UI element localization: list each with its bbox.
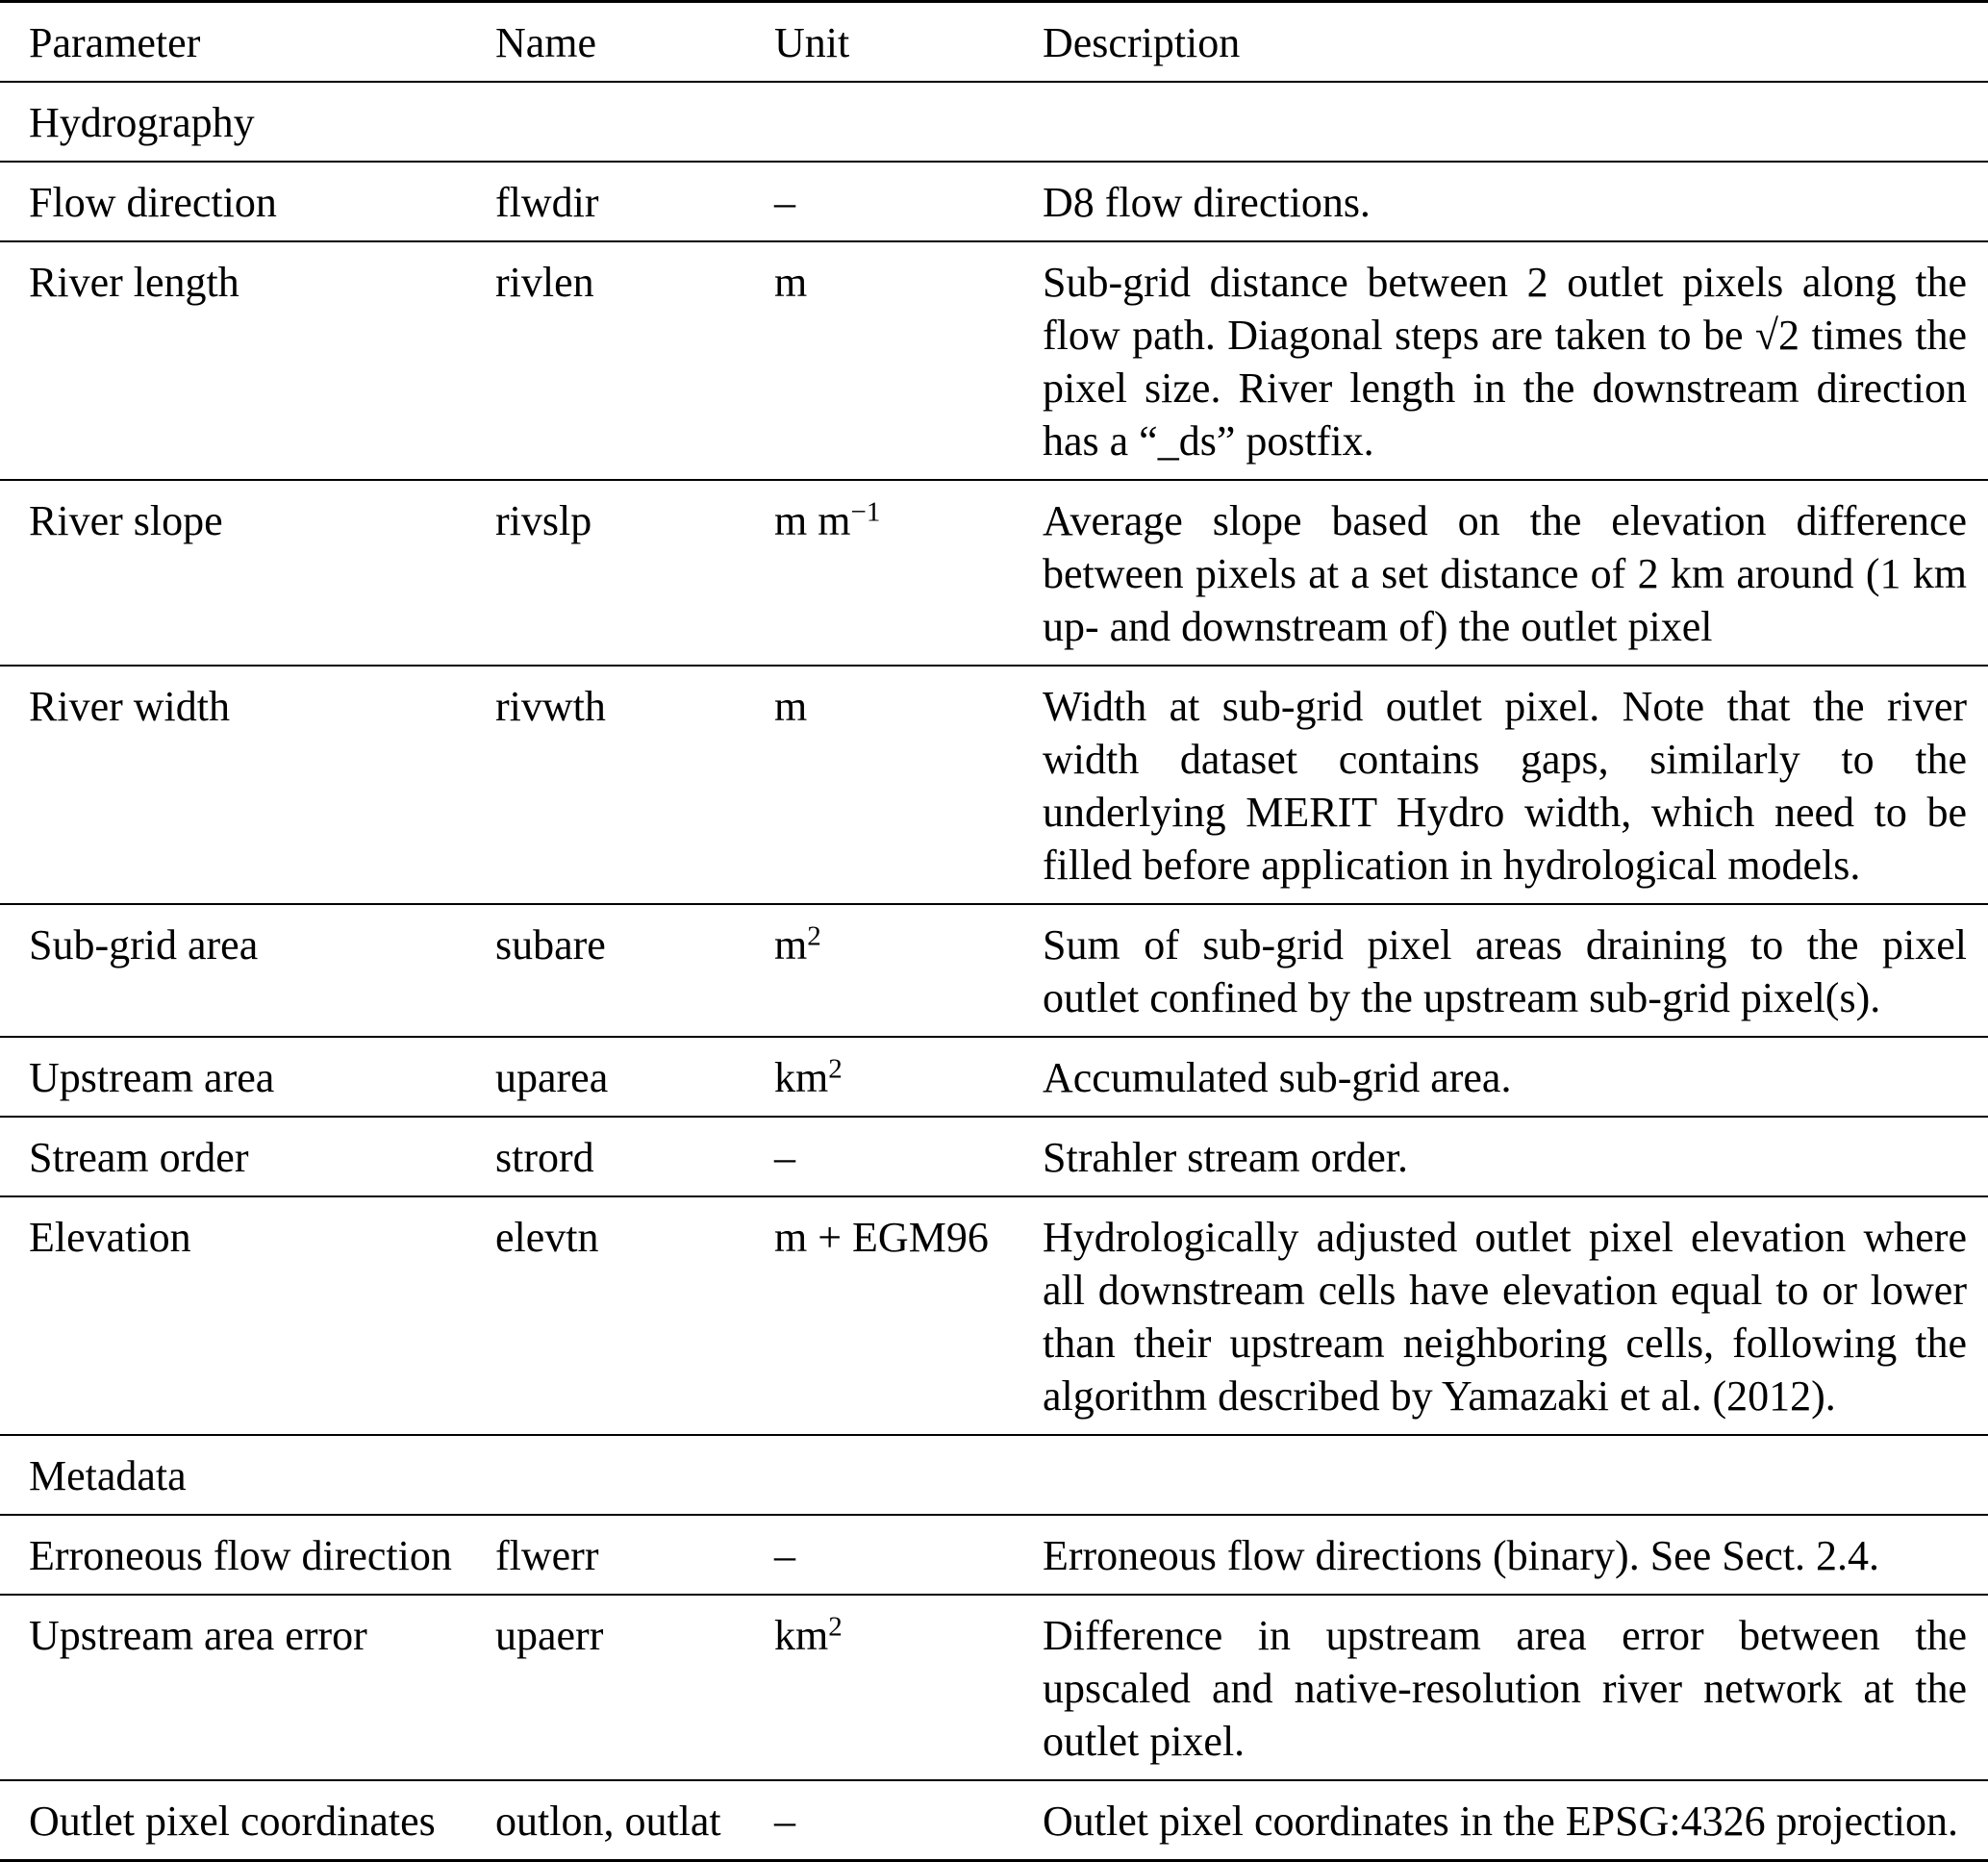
description-cell: Sum of sub-grid pixel areas draining to the pixel outlet confined by the upstream sub-grid pixel(s). xyxy=(1043,921,1967,1021)
unit-base: m m xyxy=(774,497,851,544)
column-header-description: Description xyxy=(1043,19,1241,66)
unit-base: – xyxy=(774,1798,795,1845)
unit-cell xyxy=(774,904,1043,1037)
unit-base: – xyxy=(774,1134,795,1181)
table-row-strord xyxy=(0,1117,1988,1196)
description-cell: Outlet pixel coordinates in the EPSG:4326 projection. xyxy=(1043,1798,1958,1845)
name-cell: flwerr xyxy=(495,1532,599,1579)
section-label: Hydrography xyxy=(29,99,255,146)
unit-cell xyxy=(774,162,1043,241)
parameter-cell: Outlet pixel coordinates xyxy=(29,1798,436,1845)
description-cell: Erroneous flow directions (binary). See Sect. 2.4. xyxy=(1043,1532,1879,1579)
parameter-cell: River slope xyxy=(29,497,223,544)
parameter-cell: Upstream area error xyxy=(29,1612,367,1659)
unit-cell xyxy=(774,1196,1043,1435)
unit-superscript: 2 xyxy=(807,920,821,952)
description-cell: Width at sub-grid outlet pixel. Note that the river width dataset contains gaps, similarly to the underlying MERIT Hydro width, which need to be filled before application in hydrological models. xyxy=(1043,683,1967,889)
description-cell: Accumulated sub-grid area. xyxy=(1043,1054,1512,1101)
parameter-cell: Upstream area xyxy=(29,1054,275,1101)
parameter-cell: River length xyxy=(29,259,239,306)
unit-cell xyxy=(774,1780,1043,1861)
unit-cell xyxy=(774,666,1043,904)
table-row-upaerr xyxy=(0,1595,1988,1780)
name-cell: strord xyxy=(495,1134,594,1181)
table-row-subare xyxy=(0,904,1988,1037)
header-row xyxy=(0,2,1988,83)
name-cell: subare xyxy=(495,921,606,969)
parameter-cell: Sub-grid area xyxy=(29,921,259,969)
table-row-flwerr xyxy=(0,1515,1988,1595)
section-label: Metadata xyxy=(29,1452,187,1499)
table-row-rivlen xyxy=(0,241,1988,480)
description-cell: Sub-grid distance between 2 outlet pixels along the flow path. Diagonal steps are taken to be √2 times the pixel size. River length in the downstream direction has a “_ds” postfix. xyxy=(1043,259,1967,465)
unit-superscript: 2 xyxy=(828,1053,843,1085)
column-header-unit: Unit xyxy=(774,19,850,66)
table-row-rivwth xyxy=(0,666,1988,904)
unit-base: m + EGM96 xyxy=(774,1214,989,1261)
parameter-cell: Stream order xyxy=(29,1134,249,1181)
table-row-outlon-outlat xyxy=(0,1780,1988,1861)
description-cell: D8 flow directions. xyxy=(1043,179,1371,226)
section-row-metadata xyxy=(0,1435,1988,1515)
table-row-uparea xyxy=(0,1037,1988,1117)
parameter-cell: Erroneous flow direction xyxy=(29,1532,452,1579)
parameter-cell: Flow direction xyxy=(29,179,277,226)
unit-base: km xyxy=(774,1612,829,1659)
description-cell: Difference in upstream area error between the upscaled and native-resolution river network at the outlet pixel. xyxy=(1043,1612,1967,1765)
name-cell: elevtn xyxy=(495,1214,599,1261)
name-cell: upaerr xyxy=(495,1612,604,1659)
unit-base: m xyxy=(774,259,808,306)
name-cell: rivslp xyxy=(495,497,592,544)
parameter-cell: River width xyxy=(29,683,230,730)
name-cell: flwdir xyxy=(495,179,599,226)
table-row-rivslp xyxy=(0,480,1988,666)
description-cell: Average slope based on the elevation difference between pixels at a set distance of 2 km around (1 km up- and downstream of) the outlet pixel xyxy=(1043,497,1967,650)
unit-cell xyxy=(774,241,1043,480)
column-header-name: Name xyxy=(495,19,597,66)
unit-cell xyxy=(774,1037,1043,1117)
unit-superscript: −1 xyxy=(850,496,881,528)
table-row-flwdir xyxy=(0,162,1988,241)
unit-cell xyxy=(774,480,1043,666)
unit-cell xyxy=(774,1515,1043,1595)
unit-cell xyxy=(774,1595,1043,1780)
unit-base: – xyxy=(774,179,795,226)
column-header-parameter: Parameter xyxy=(29,19,201,66)
name-cell: rivwth xyxy=(495,683,606,730)
unit-cell xyxy=(774,1117,1043,1196)
unit-base: m xyxy=(774,683,808,730)
name-cell: outlon, outlat xyxy=(495,1798,721,1845)
name-cell: uparea xyxy=(495,1054,609,1101)
table-row-elevtn xyxy=(0,1196,1988,1435)
unit-base: – xyxy=(774,1532,795,1579)
unit-base: km xyxy=(774,1054,829,1101)
unit-superscript: 2 xyxy=(828,1611,843,1643)
section-row-hydrography xyxy=(0,82,1988,162)
unit-base: m xyxy=(774,921,808,969)
description-cell: Hydrologically adjusted outlet pixel elevation where all downstream cells have elevation equal to or lower than their upstream neighboring cells, following the algorithm described by Yamazaki et al. (2012). xyxy=(1043,1214,1967,1420)
name-cell: rivlen xyxy=(495,259,594,306)
parameter-cell: Elevation xyxy=(29,1214,191,1261)
description-cell: Strahler stream order. xyxy=(1043,1134,1408,1181)
